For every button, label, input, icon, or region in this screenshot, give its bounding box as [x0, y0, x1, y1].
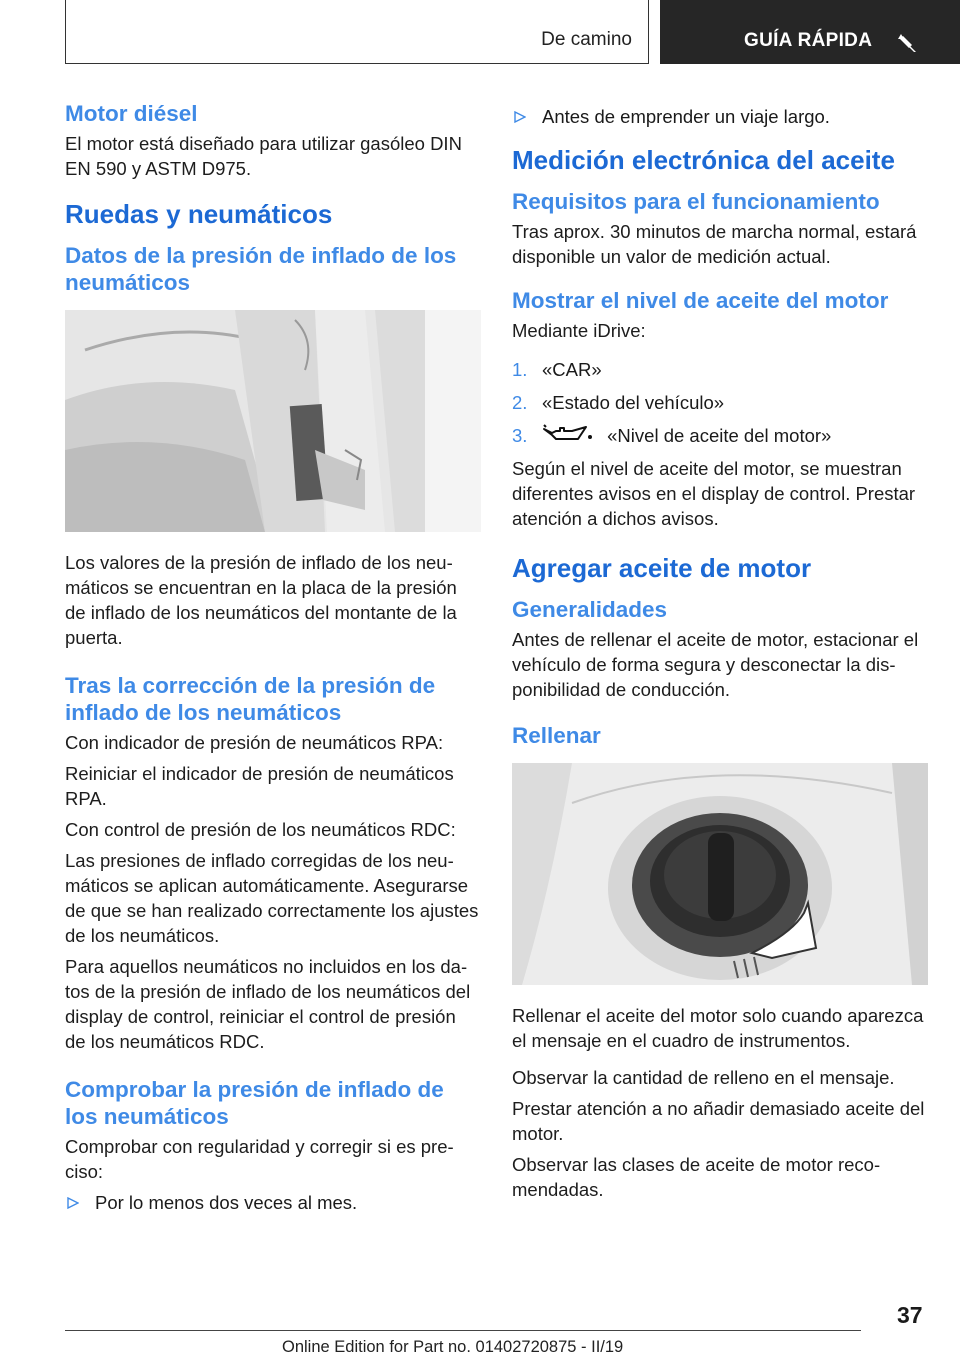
paragraph-requisitos: Tras aprox. 30 minutos de marcha normal, estará disponible un valor de medición actual.	[512, 221, 917, 267]
door-pillar-tire-pressure-image	[65, 310, 481, 532]
paragraph-rellenar-4: Observar las clases de aceite de motor recomendadas.	[512, 1154, 881, 1200]
header-section-box	[65, 0, 649, 64]
paragraph-comprobar: Comprobar con regularidad y corregir si es preciso:	[65, 1136, 454, 1182]
paragraph-rellenar-3: Prestar atención a no añadir demasiado aceite del motor.	[512, 1098, 925, 1144]
quick-guide-label: GUÍA RÁPIDA	[744, 30, 873, 51]
right-column	[512, 100, 930, 1208]
paragraph-rpa-1: Con indicador de presión de neumáticos RPA:	[65, 732, 444, 753]
step-item	[512, 423, 930, 448]
step-text: «Estado del vehículo»	[542, 392, 725, 413]
bullet-text: Por lo menos dos veces al mes.	[95, 1192, 358, 1213]
left-column	[65, 100, 481, 1221]
step-item	[512, 390, 930, 415]
paragraph-rdc-3: Para aquellos neumáticos no incluidos en los datos de la presión de inflado de los neumáticos del display de control, reiniciar el control de presión de los neumáticos RDC.	[65, 956, 471, 1052]
step-text: «CAR»	[542, 359, 602, 380]
heading-agregar-aceite: Agregar aceite de motor	[512, 553, 812, 583]
triangle-bullet-icon	[67, 1197, 79, 1209]
paragraph-rdc-1: Con control de presión de los neumáticos RDC:	[65, 819, 456, 840]
paragraph-rpa-2: Reiniciar el indicador de presión de neumáticos RPA.	[65, 763, 454, 809]
step-text: «Nivel de aceite del motor»	[607, 425, 832, 446]
step-number: 3.	[512, 425, 528, 446]
heading-comprobar: Comprobar la presión de inflado de los neumáticos	[65, 1077, 444, 1129]
heading-datos-presion: Datos de la presión de inflado de los neumáticos	[65, 243, 457, 295]
paragraph-segun-nivel: Según el nivel de aceite del motor, se muestran diferentes avisos en el display de control. Prestar atención a dichos avisos.	[512, 458, 916, 529]
paragraph-mediante-idrive: Mediante iDrive:	[512, 320, 646, 341]
heading-generalidades: Generalidades	[512, 597, 668, 622]
step-number: 2.	[512, 392, 528, 413]
heading-tras-correccion: Tras la corrección de la presión de inflado de los neumáticos	[65, 673, 436, 725]
bullet-text: Antes de emprender un viaje largo.	[542, 106, 830, 127]
paragraph-valores-presion: Los valores de la presión de inflado de los neumáticos se encuentran en la placa de la presión de inflado de los neumáticos del montante de la puerta.	[65, 552, 457, 648]
triangle-bullet-icon	[514, 111, 526, 123]
paragraph-motor-diesel: El motor está diseñado para utilizar gasóleo DIN EN 590 y ASTM D975.	[65, 133, 462, 179]
paragraph-generalidades: Antes de rellenar el aceite de motor, estacionar el vehículo de forma segura y desconectar la disponibilidad de conducción.	[512, 629, 919, 700]
oil-filler-cap-image	[512, 763, 928, 985]
quick-guide-tab[interactable]	[660, 0, 960, 64]
step-item	[512, 357, 930, 382]
paragraph-rdc-2: Las presiones de inflado corregidas de los neumáticos se aplican automáticamente. Asegurarse de que se han realizado correctamente los ajustes de los neumáticos.	[65, 850, 479, 946]
step-number: 1.	[512, 359, 528, 380]
heading-rellenar: Rellenar	[512, 723, 601, 748]
bullet-item	[65, 1190, 481, 1215]
paragraph-rellenar-2: Observar la cantidad de relleno en el mensaje.	[512, 1067, 895, 1088]
page-number: 37	[897, 1302, 923, 1328]
section-title: De camino	[541, 29, 632, 50]
paragraph-rellenar-1: Rellenar el aceite del motor solo cuando aparezca el mensaje en el cuadro de instrumentos.	[512, 1005, 924, 1051]
footer-edition: Online Edition for Part no. 01402720875 - II/19	[282, 1338, 624, 1356]
quick-guide-icon	[896, 30, 918, 52]
heading-medicion-aceite: Medición electrónica del aceite	[512, 145, 895, 175]
footer-divider	[65, 1330, 861, 1331]
heading-requisitos: Requisitos para el funcionamiento	[512, 189, 880, 214]
bullet-item	[512, 104, 930, 129]
oil-can-icon	[542, 423, 594, 447]
heading-mostrar-nivel: Mostrar el nivel de aceite del motor	[512, 288, 889, 313]
heading-ruedas: Ruedas y neumáticos	[65, 199, 333, 229]
heading-motor-diesel: Motor diésel	[65, 101, 198, 126]
